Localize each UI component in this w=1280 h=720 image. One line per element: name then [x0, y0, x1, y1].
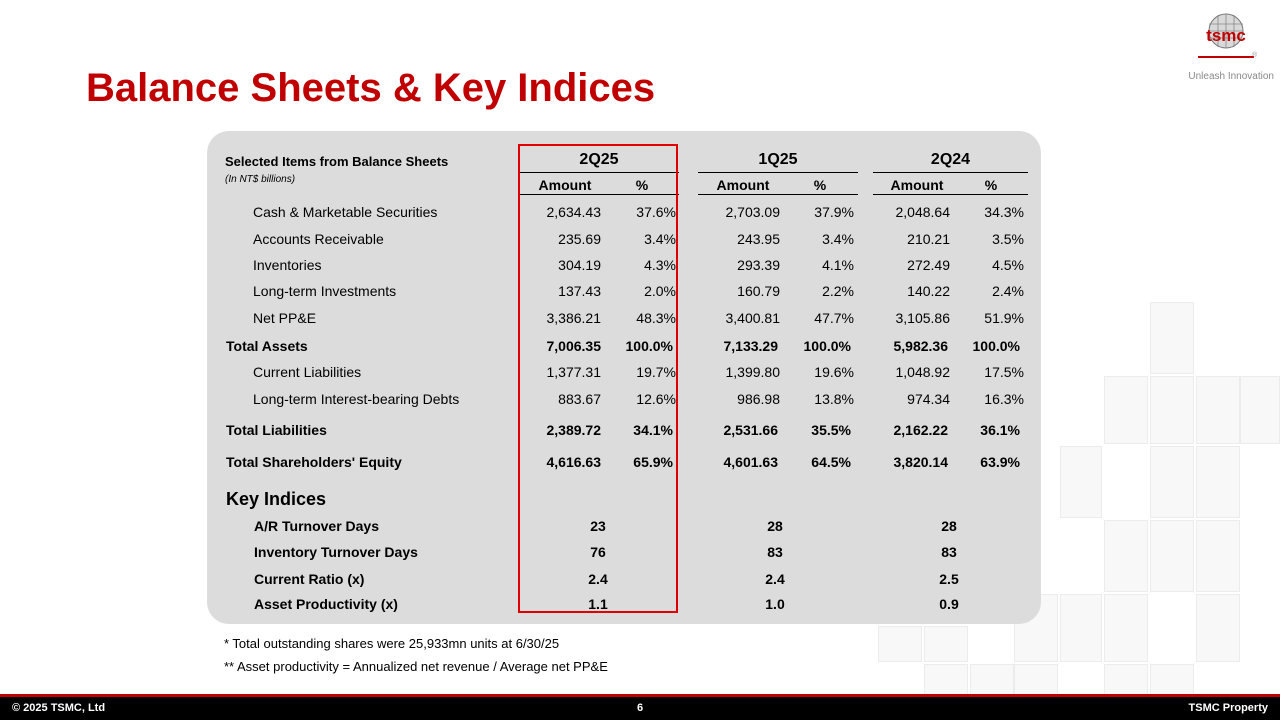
row-label: Asset Productivity (x)	[254, 596, 398, 612]
cell-value: 7,006.35	[546, 338, 601, 354]
cell-value: 37.6%	[636, 204, 676, 220]
cell-value: 7,133.29	[723, 338, 778, 354]
cell-value: 3,386.21	[546, 310, 601, 326]
cell-value: 2.4	[588, 571, 608, 587]
cell-value: 2.4%	[992, 283, 1024, 299]
cell-value: 1,377.31	[546, 364, 601, 380]
tsmc-logo	[1194, 12, 1258, 62]
row-label: Inventory Turnover Days	[254, 544, 418, 560]
cell-value: 986.98	[737, 391, 780, 407]
col-header-pct: %	[635, 177, 649, 193]
cell-value: 2.0%	[644, 283, 676, 299]
registered-mark: ®	[1252, 52, 1258, 59]
cell-value: 17.5%	[984, 364, 1024, 380]
cell-value: 1.1	[588, 596, 608, 612]
cell-value: 304.19	[558, 257, 601, 273]
cell-value: 1,399.80	[725, 364, 780, 380]
cell-value: 76	[590, 544, 606, 560]
row-label: Total Shareholders' Equity	[226, 454, 402, 470]
cell-value: 2.2%	[822, 283, 854, 299]
col-header-pct: %	[984, 177, 998, 193]
period-header-2q24: 2Q24	[930, 151, 971, 168]
footer-copyright: © 2025 TSMC, Ltd	[12, 702, 106, 714]
footer-property: TSMC Property	[1188, 702, 1268, 714]
header-rule	[873, 172, 1028, 173]
key-indices-title: Key Indices	[226, 489, 327, 509]
cell-value: 2,634.43	[546, 204, 601, 220]
highlight-box-2q25	[518, 144, 678, 613]
cell-value: 100.0%	[803, 338, 851, 354]
row-label: Net PP&E	[253, 310, 317, 326]
subheader-rule	[873, 194, 1028, 195]
table-header-unit: (In NT$ billions)	[225, 174, 296, 185]
row-label: Long-term Investments	[253, 283, 397, 299]
cell-value: 4,601.63	[723, 454, 778, 470]
cell-value: 36.1%	[980, 422, 1020, 438]
cell-value: 3,400.81	[725, 310, 780, 326]
cell-value: 19.6%	[814, 364, 854, 380]
cell-value: 3.4%	[822, 231, 854, 247]
cell-value: 235.69	[558, 231, 601, 247]
cell-value: 37.9%	[814, 204, 854, 220]
cell-value: 272.49	[907, 257, 950, 273]
cell-value: 4.3%	[644, 257, 676, 273]
cell-value: 83	[767, 544, 783, 560]
cell-value: 100.0%	[625, 338, 673, 354]
cell-value: 3,105.86	[895, 310, 950, 326]
col-header-amount: Amount	[716, 177, 770, 193]
cell-value: 28	[767, 518, 783, 534]
tagline: Unleash Innovation	[1188, 71, 1274, 82]
header-rule	[698, 172, 858, 173]
cell-value: 13.8%	[814, 391, 854, 407]
cell-value: 2,389.72	[546, 422, 601, 438]
cell-value: 34.1%	[633, 422, 673, 438]
cell-value: 883.67	[558, 391, 601, 407]
cell-value: 1,048.92	[895, 364, 950, 380]
cell-value: 4.5%	[992, 257, 1024, 273]
col-header-amount: Amount	[538, 177, 592, 193]
cell-value: 63.9%	[980, 454, 1020, 470]
footnote-shares: * Total outstanding shares were 25,933mn units at 6/30/25	[224, 636, 560, 651]
cell-value: 16.3%	[984, 391, 1024, 407]
cell-value: 4,616.63	[546, 454, 601, 470]
cell-value: 2,162.22	[893, 422, 948, 438]
cell-value: 1.0	[765, 596, 785, 612]
row-label: Accounts Receivable	[253, 231, 384, 247]
footer-bar	[0, 697, 1280, 720]
footnote-asset-productivity: ** Asset productivity = Annualized net revenue / Average net PP&E	[224, 659, 608, 674]
cell-value: 2,531.66	[723, 422, 778, 438]
page-number: 6	[636, 702, 644, 714]
col-header-pct: %	[813, 177, 827, 193]
col-header-amount: Amount	[890, 177, 944, 193]
row-label: Total Liabilities	[226, 422, 327, 438]
cell-value: 12.6%	[636, 391, 676, 407]
cell-value: 47.7%	[814, 310, 854, 326]
cell-value: 140.22	[907, 283, 950, 299]
cell-value: 2.5	[939, 571, 959, 587]
cell-value: 28	[941, 518, 957, 534]
cell-value: 5,982.36	[893, 338, 948, 354]
logo-text: tsmc	[1206, 26, 1246, 45]
row-label: Long-term Interest-bearing Debts	[253, 391, 460, 407]
cell-value: 293.39	[737, 257, 780, 273]
cell-value: 35.5%	[811, 422, 851, 438]
cell-value: 3.5%	[992, 231, 1024, 247]
row-label: Total Assets	[226, 338, 308, 354]
cell-value: 2,048.64	[895, 204, 950, 220]
cell-value: 160.79	[737, 283, 780, 299]
cell-value: 100.0%	[972, 338, 1020, 354]
subheader-rule	[698, 194, 858, 195]
cell-value: 974.34	[907, 391, 950, 407]
cell-value: 83	[941, 544, 957, 560]
cell-value: 2.4	[765, 571, 785, 587]
cell-value: 210.21	[907, 231, 950, 247]
row-label: Current Liabilities	[253, 364, 362, 380]
cell-value: 48.3%	[636, 310, 676, 326]
row-label: Inventories	[253, 257, 322, 273]
period-header-2q25: 2Q25	[579, 151, 619, 168]
table-header-title: Selected Items from Balance Sheets	[225, 154, 449, 169]
cell-value: 51.9%	[984, 310, 1024, 326]
cell-value: 65.9%	[633, 454, 673, 470]
cell-value: 64.5%	[811, 454, 851, 470]
row-label: A/R Turnover Days	[254, 518, 379, 534]
cell-value: 23	[590, 518, 606, 534]
cell-value: 0.9	[939, 596, 959, 612]
cell-value: 3,820.14	[893, 454, 948, 470]
cell-value: 4.1%	[822, 257, 854, 273]
cell-value: 34.3%	[984, 204, 1024, 220]
slide-title: Balance Sheets & Key Indices	[86, 66, 656, 110]
cell-value: 137.43	[558, 283, 601, 299]
cell-value: 3.4%	[644, 231, 676, 247]
cell-value: 243.95	[737, 231, 780, 247]
cell-value: 19.7%	[636, 364, 676, 380]
footer-divider	[0, 694, 1280, 697]
row-label: Cash & Marketable Securities	[253, 204, 438, 220]
row-label: Current Ratio (x)	[254, 571, 365, 587]
cell-value: 2,703.09	[725, 204, 780, 220]
period-header-1q25: 1Q25	[758, 151, 798, 168]
